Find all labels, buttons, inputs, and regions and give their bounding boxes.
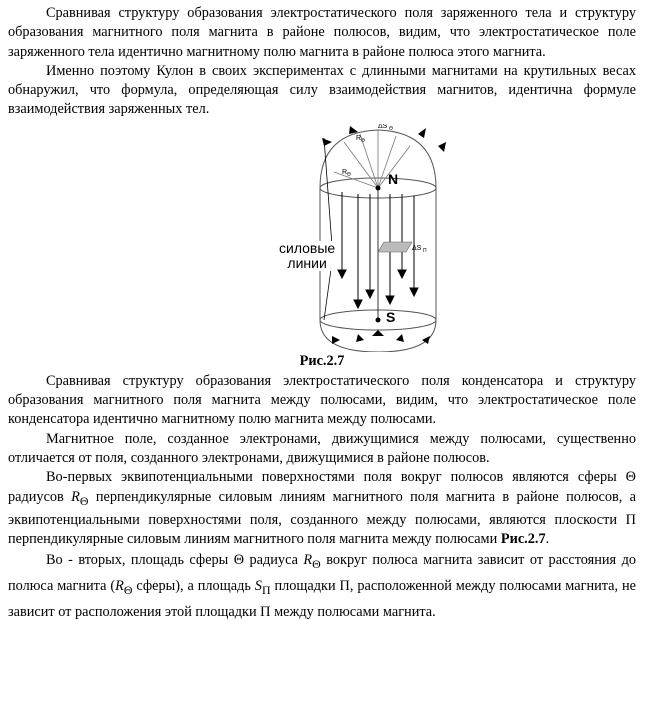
p6-text-1: Во - вторых, площадь сферы Θ радиуса [46,552,304,569]
label-r-theta-mid: R [342,168,348,176]
paragraph-2: Именно поэтому Кулон в своих экспериментах с длинными магнитами на крутильных весах обнаружил, что формула, определяющая силу взаимодействия магнитов, идентична формуле взаимодействия заряженных тел. [8,62,636,118]
lines-label-line1: силовые [279,239,336,256]
label-ds-theta: ΔS [378,123,388,130]
p5-figure-ref: Рис.2.7 [500,531,546,548]
paragraph-1: Сравнивая структуру образования электростатического поля заряженного тела и структуру образования магнитного поля магнита в районе полюсов, видим, что электростатическое поле заряженного тела идентично магнитному полю магнита в районе полюса этого магнита. [8,5,636,60]
label-ds-pi-sub: П [423,247,427,254]
p6-sub-pi: П [261,583,271,598]
lines-label [279,241,335,271]
label-ds-theta-sub: Θ [389,125,393,132]
figure-2-7 [8,124,636,352]
p6-sub-theta-1: Θ [312,557,321,572]
lines-label-leaders [268,124,388,352]
p6-symbol-s: S [254,578,262,595]
p5-text-1: Во-первых эквипотенциальными поверхностями поля вокруг полюсов являются сферы Θ радиусов [8,469,636,505]
p5-text-3: . [545,531,550,548]
label-r-theta-top: R [356,134,362,142]
paragraph-5 [8,468,636,549]
figure-caption: Рис.2.7 [299,352,345,369]
p5-symbol-r: R [71,488,80,505]
lines-label-line2: линии [287,254,327,271]
p5-sub-theta: Θ [79,493,89,508]
p6-symbol-r1: R [303,552,313,569]
label-north: N [388,170,399,187]
paragraph-3: Сравнивая структуру образования электростатического поля конденсатора и структуру образования магнитного поля магнита между полюсами, видим, что электростатическое поле конденсатора идентично магнитному полю магнита между полюсами. [8,372,636,428]
label-ds-pi: ΔS [412,244,422,252]
p6-symbol-r2: R [115,578,124,595]
p6-text-4: площадки П, расположенной между полюсами магнита, не зависит от расположения этой площадки П между полюсами магнита. [8,578,637,621]
paragraph-4: Магнитное поле, созданное электронами, движущимися между полюсами, существенно отличается от поля, созданного электронами, движущимися в районе полюсов. [8,430,636,466]
label-r-theta-mid-sub: Θ [347,171,351,178]
p6-text-3: сферы), а площадь [132,578,255,595]
label-r-theta-top-sub: Θ [361,137,365,144]
p6-text-2: вокруг полюса магнита зависит от расстояния до полюса магнита ( [8,552,636,595]
p5-text-2: перпендикулярные силовым линиям магнитного поля магнита в районе полюсов, а эквипотенциальными поверхностями поля, созданного между полюсами, являются плоскости П перпендикулярные силовым линиям магнитного поля магнита между полюсами [8,488,636,548]
document-page [8,4,636,623]
label-south: S [386,308,396,325]
paragraph-6 [8,549,636,623]
p6-sub-theta-2: Θ [123,583,133,598]
